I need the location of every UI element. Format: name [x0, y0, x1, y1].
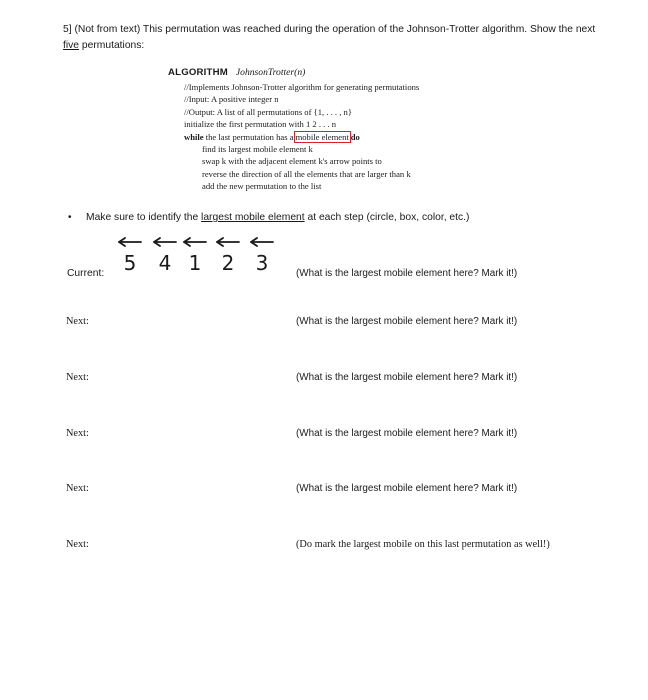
- direction-arrow-icon: [251, 238, 273, 246]
- row-note-next-1: (What is the largest mobile element here? Mark it!): [296, 316, 518, 327]
- row-note-current: (What is the largest mobile element here? Mark it!): [296, 268, 518, 279]
- while-text: the last permutation has a: [203, 131, 294, 142]
- handwritten-arrows: [119, 238, 273, 246]
- row-label-current: Current:: [67, 268, 105, 279]
- algorithm-while-line: [184, 131, 528, 143]
- direction-arrow-icon: [154, 238, 176, 246]
- algorithm-body: [184, 81, 528, 193]
- handwritten-digit: 1: [188, 251, 202, 275]
- handwritten-digit: 3: [255, 251, 269, 275]
- question-text-b: permutations:: [79, 40, 145, 51]
- row-note-next-2: (What is the largest mobile element here? Mark it!): [296, 372, 518, 383]
- while-keyword: while: [184, 131, 204, 142]
- row-label-next-5: Next:: [66, 539, 89, 550]
- instruction-bullet-item: [68, 211, 469, 225]
- question-text: [63, 22, 603, 54]
- algorithm-comment-1: //Implements Johnson-Trotter algorithm for generating permutations: [184, 82, 420, 92]
- handwritten-digits: [124, 251, 269, 275]
- handwritten-digit: 5: [123, 251, 137, 275]
- direction-arrow-icon: [217, 238, 239, 246]
- algorithm-comment-2: //Input: A positive integer n: [184, 94, 279, 105]
- algorithm-keyword: ALGORITHM: [168, 67, 228, 78]
- algorithm-step-find: find its largest mobile element k: [202, 144, 313, 155]
- instruction-underlined: largest mobile element: [201, 212, 305, 223]
- instruction-text-b: at each step (circle, box, color, etc.): [304, 212, 470, 223]
- row-label-next-2: Next:: [66, 372, 89, 383]
- do-keyword: do: [350, 131, 360, 142]
- algorithm-step-reverse: reverse the direction of all the elements that are larger than k: [202, 168, 411, 179]
- algorithm-block: [168, 66, 528, 193]
- row-label-next-3: Next:: [66, 428, 89, 439]
- row-note-next-5: (Do mark the largest mobile on this last permutation as well!): [296, 539, 550, 550]
- handwritten-digit: 4: [158, 251, 172, 275]
- bullet-icon: •: [68, 212, 72, 223]
- direction-arrow-icon: [184, 238, 206, 246]
- algorithm-comment-3: //Output: A list of all permutations of {1, . . . , n}: [184, 106, 352, 117]
- handwritten-digit: 2: [221, 251, 235, 275]
- row-note-next-3: (What is the largest mobile element here? Mark it!): [296, 428, 518, 439]
- instruction-text-a: Make sure to identify the: [86, 212, 202, 223]
- row-label-next-1: Next:: [66, 316, 89, 327]
- question-underlined-five: five: [63, 40, 80, 51]
- algorithm-step-swap: swap k with the adjacent element k's arrow points to: [202, 156, 382, 167]
- handwritten-permutation: [110, 232, 290, 277]
- algorithm-step-add: add the new permutation to the list: [202, 181, 322, 192]
- algorithm-name: JohnsonTrotter(n): [235, 67, 306, 78]
- row-note-next-4: (What is the largest mobile element here? Mark it!): [296, 483, 518, 494]
- algorithm-header: [168, 66, 528, 80]
- direction-arrow-icon: [119, 238, 141, 246]
- algorithm-init-line: initialize the first permutation with 1 2 . . . n: [184, 119, 337, 130]
- mobile-element-box: mobile element: [295, 131, 349, 142]
- question-text-a: 5] (Not from text) This permutation was reached during the operation of the Johnson-Trotter algorithm. Show the next: [63, 24, 596, 35]
- row-label-next-4: Next:: [66, 483, 89, 494]
